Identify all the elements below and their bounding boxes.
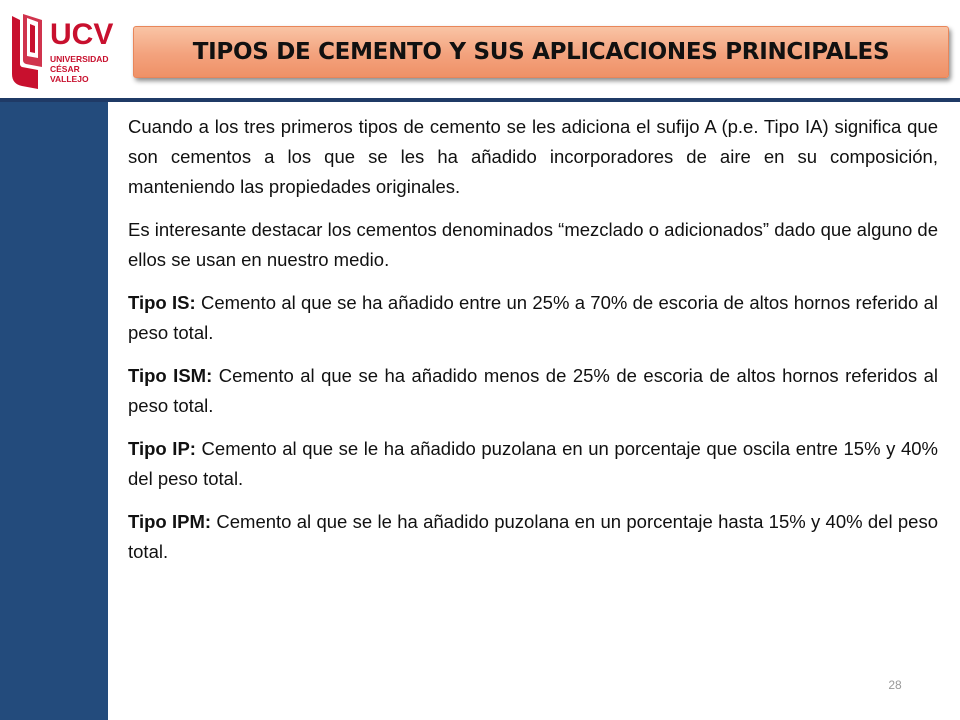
- ucv-emblem-icon: [8, 10, 48, 90]
- paragraph: Es interesante destacar los cementos denominados “mezclado o adicionados” dado que alguno de ellos se usan en nuestro medio.: [128, 219, 938, 270]
- left-sidebar-bar: [0, 102, 108, 720]
- paragraph: Cuando a los tres primeros tipos de cemento se les adiciona el sufijo A (p.e. Tipo IA) significa que son cementos a los que se les ha añadido incorporadores de aire en su composición, manteniendo las propiedades originales.: [128, 116, 938, 197]
- paragraph-tipo-is: Tipo IS: Cemento al que se ha añadido entre un 25% a 70% de escoria de altos hornos referido al peso total.: [128, 292, 938, 343]
- page-number: 28: [888, 678, 902, 692]
- ucv-logo: [8, 10, 118, 90]
- page-title: TIPOS DE CEMENTO Y SUS APLICACIONES PRINCIPALES: [192, 39, 890, 65]
- logo-name: UCV: [50, 18, 114, 51]
- paragraph-tipo-ism: Tipo ISM: Cemento al que se ha añadido menos de 25% de escoria de altos hornos referidos al peso total.: [128, 365, 938, 416]
- title-banner: [133, 26, 949, 78]
- paragraph-tipo-ipm: Tipo IPM: Cemento al que se le ha añadido puzolana en un porcentaje hasta 15% y 40% del peso total.: [128, 511, 939, 562]
- paragraph-tipo-ip: Tipo IP: Cemento al que se le ha añadido puzolana en un porcentaje que oscila entre 15% y 40% del peso total.: [128, 438, 938, 489]
- logo-subtitle: UNIVERSIDAD CÉSAR VALLEJO: [50, 54, 109, 84]
- header-divider: [0, 98, 960, 102]
- slide-body: [128, 112, 938, 580]
- slide-header: [0, 0, 960, 100]
